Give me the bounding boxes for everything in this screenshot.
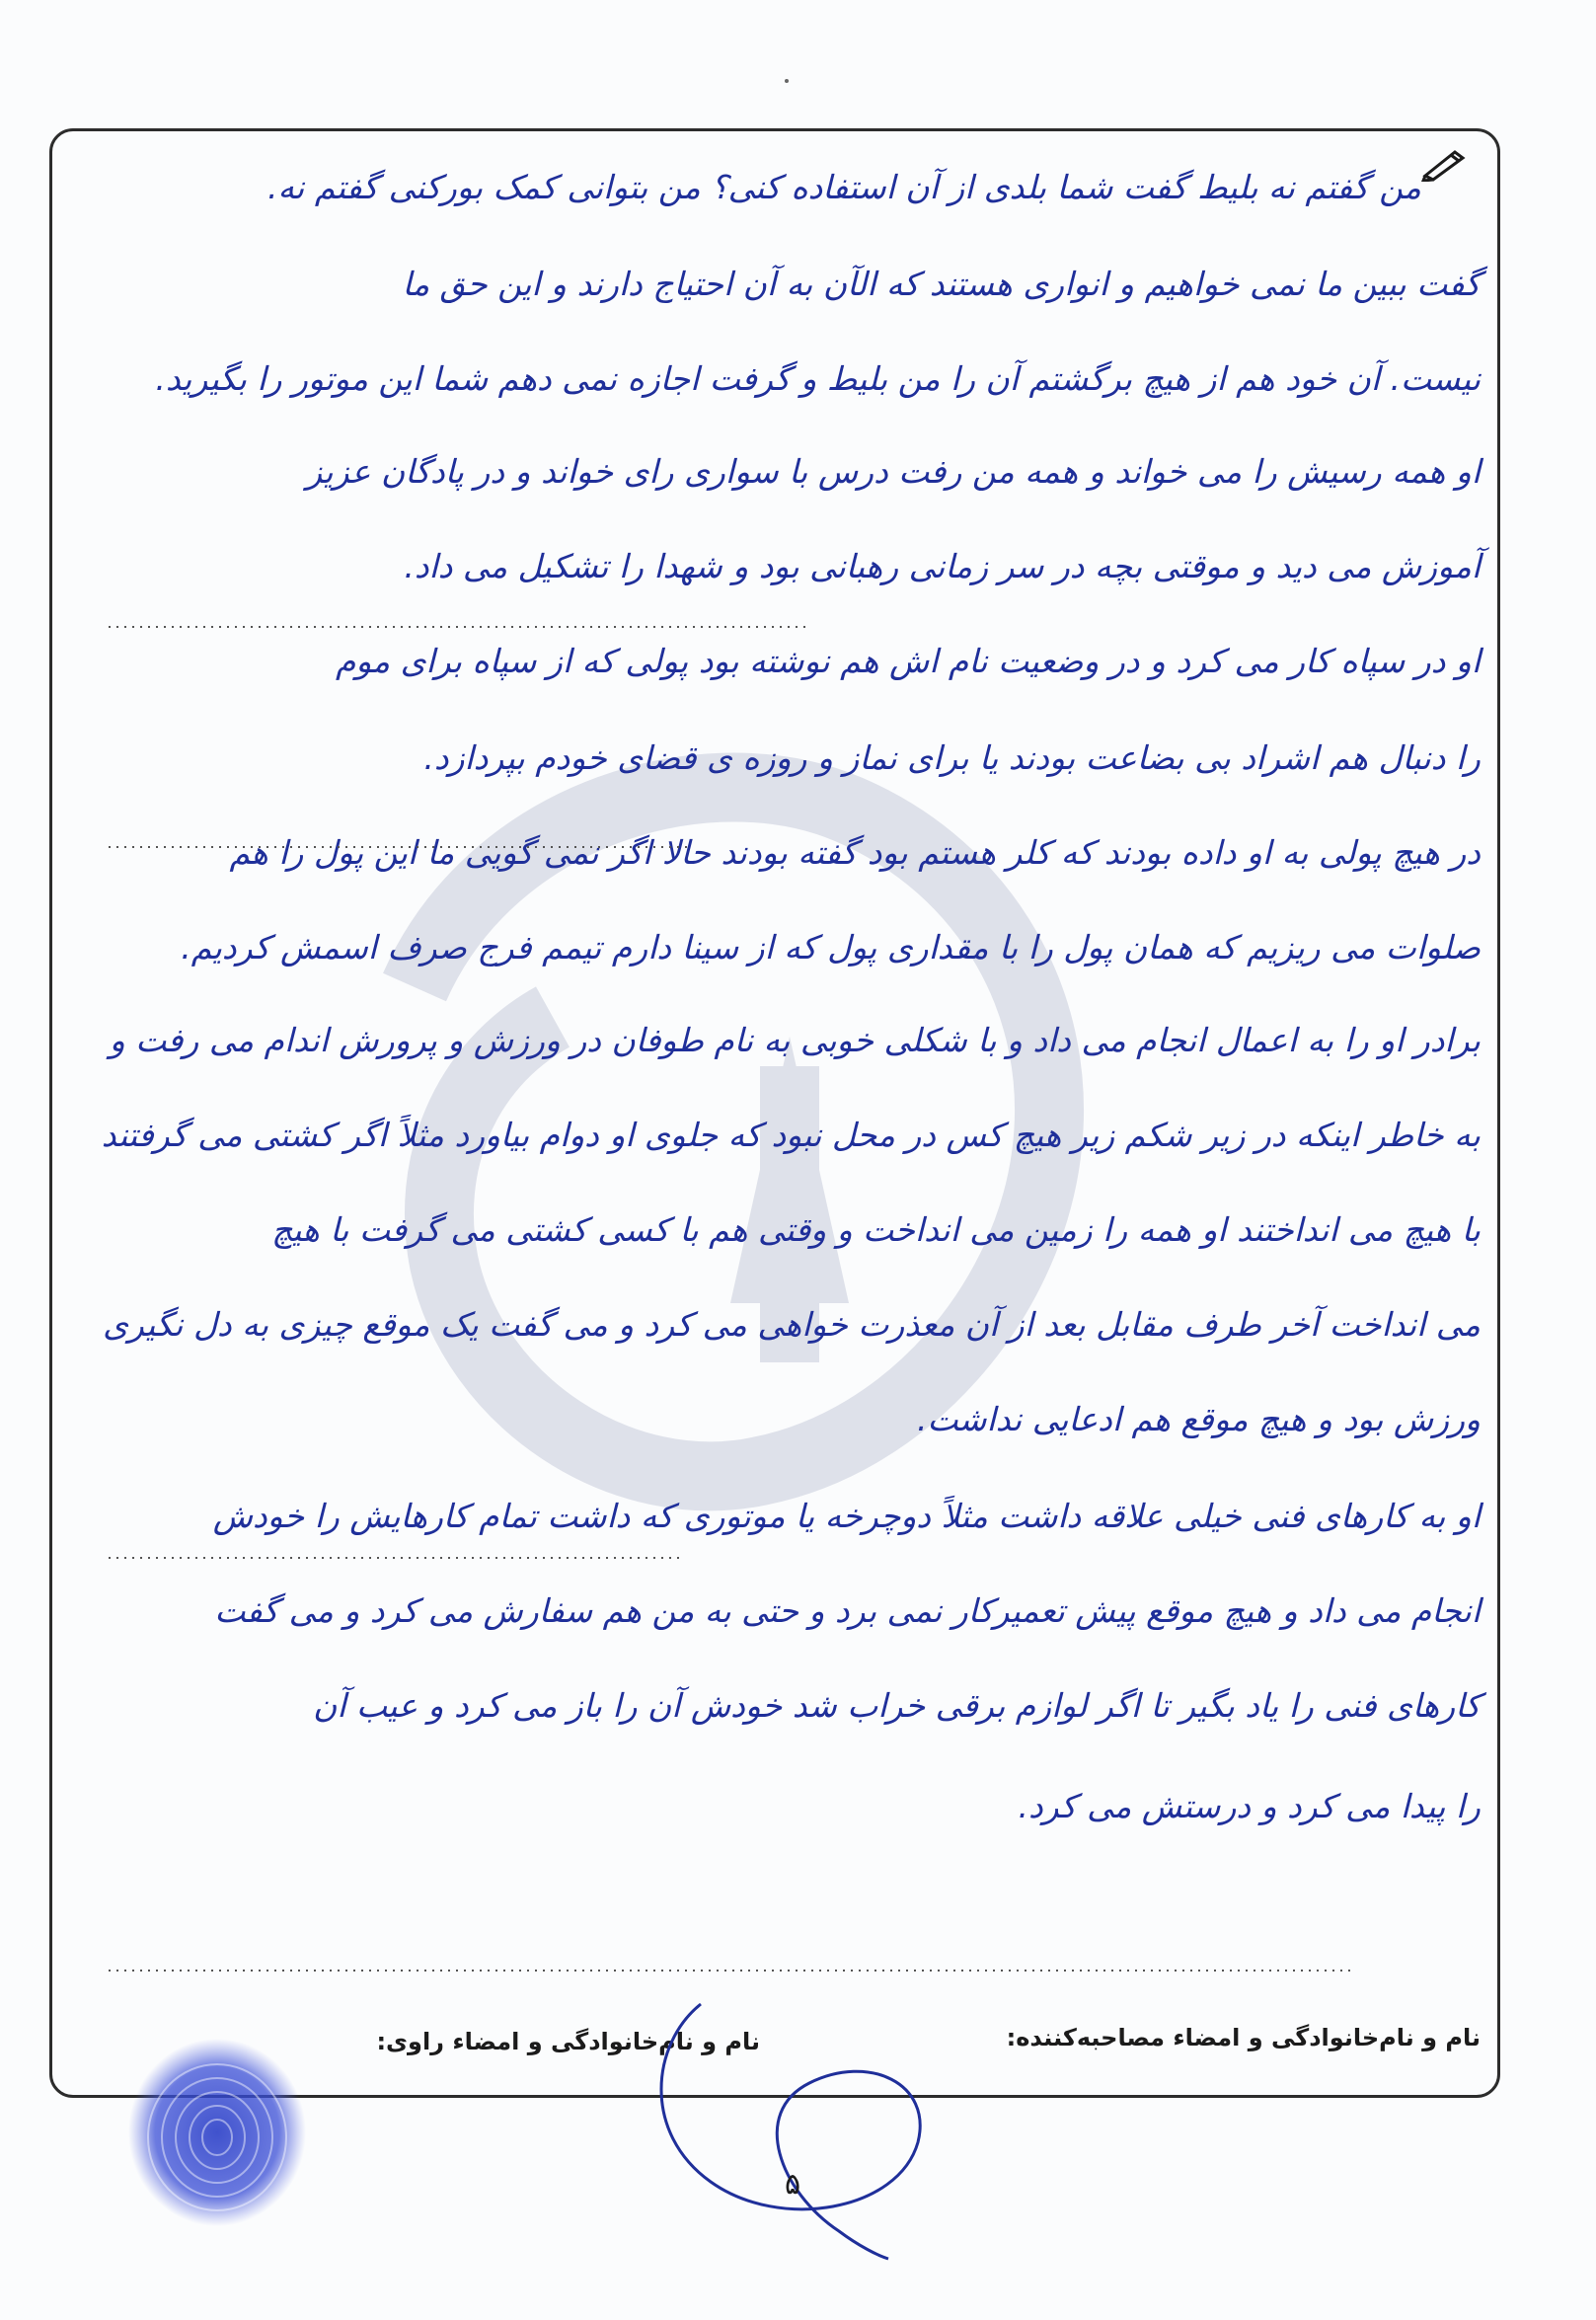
pen-icon <box>1421 146 1469 182</box>
text-line: کارهای فنی را یاد بگیر تا اگر لوازم برقی خراب شد خودش آن را باز می کرد و عیب آن <box>313 1686 1481 1725</box>
text-line: را دنبال هم اشراد بی بضاعت بودند یا برای نماز و روزه ی قضای خودم بپردازد. <box>423 738 1481 777</box>
text-line: نیست. آن خود هم از هیچ برگشتم آن را من بلیط و گرفت اجازه نمی دهم شما این موتور را بگیرید. <box>155 359 1481 398</box>
narrator-label: نام و نام‌خانوادگی و امضاء راوی: <box>376 2028 760 2055</box>
text-line: آموزش می دید و موقتی بچه در سر زمانی رهبانی بود و شهدا را تشکیل می داد. <box>404 547 1481 585</box>
text-line: او در سپاه کار می کرد و در وضعیت نام اش هم نوشته بود پولی که از سپاه برای موم <box>335 642 1481 680</box>
text-line: ورزش بود و هیچ موقع هم ادعایی نداشت. <box>917 1400 1481 1438</box>
text-line: من گفتم نه بلیط گفت شما بلدی از آن استفاده کنی؟ من بتوانی کمک بورکنی گفتم نه. <box>267 168 1421 206</box>
fingerprint-mark <box>123 2034 311 2231</box>
signature-mark <box>632 1965 948 2261</box>
text-line: با هیچ می انداختند او همه را زمین می انداخت و وقتی هم با کسی کشتی می گرفت با هیچ <box>271 1210 1481 1249</box>
interviewer-label: نام و نام‌خانوادگی و امضاء مصاحبه‌کننده: <box>1006 2024 1481 2051</box>
text-line: را پیدا می کرد و درستش می کرد. <box>1018 1787 1481 1825</box>
text-line: او همه رسیش را می خواند و همه من رفت درس با سواری رای خواند و در پادگان عزیز <box>306 452 1481 491</box>
text-line: گفت ببین ما نمی خواهیم و انواری هستند که الآن به آن احتیاج دارند و این حق ما <box>402 265 1481 303</box>
text-line: می انداخت آخر طرف مقابل بعد از آن معذرت خواهی می کرد و می گفت یک موقع چیزی به دل نگیری <box>103 1305 1481 1344</box>
text-line: او به کارهای فنی خیلی علاقه داشت مثلاً دوچرخه یا موتوری که داشت تمام کارهایش را خودش <box>212 1497 1481 1535</box>
text-line: انجام می داد و هیچ موقع پیش تعمیرکار نمی برد و حتی به من هم سفارش می کرد و می گفت <box>214 1591 1481 1630</box>
punch-dot <box>785 79 789 83</box>
text-line: در هیچ پولی به او داده بودند که کلر هستم بود گفته بودند حالا اگر نمی گویی ما این پول را هم <box>229 833 1481 872</box>
text-line: برادر او را به اعمال انجام می داد و با شکلی خوبی به نام طوفان در ورزش و پرورش اندام می رفت و <box>109 1021 1481 1059</box>
text-line: صلوات می ریزیم که همان پول را با مقداری پول که از سینا دارم تیمم فرج صرف اسمش کردیم. <box>181 928 1481 967</box>
page-number: ۵ <box>785 2167 801 2202</box>
text-line: به خاطر اینکه در زیر شکم زیر هیچ کس در محل نبود که جلوی او دوام بیاورد مثلاً اگر کشتی می گرفتند <box>101 1116 1481 1154</box>
